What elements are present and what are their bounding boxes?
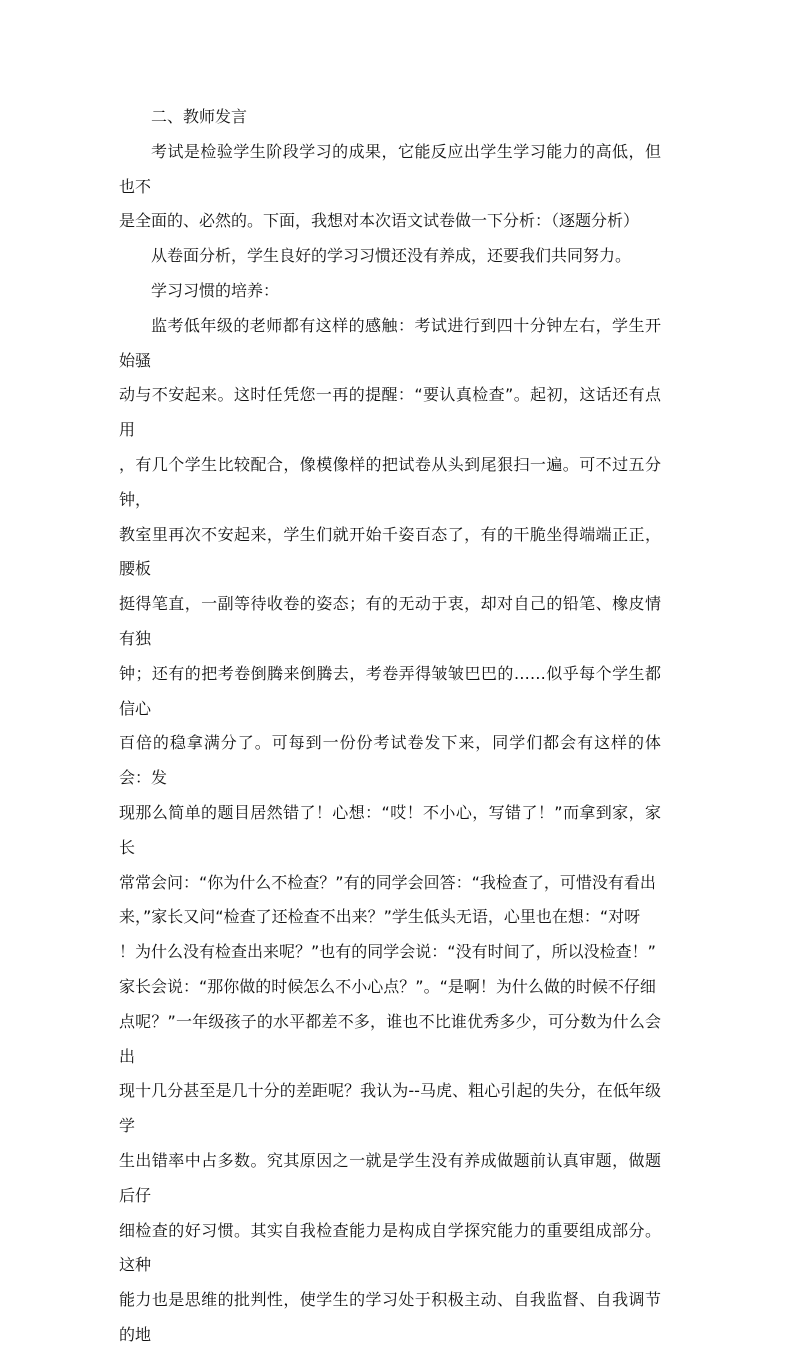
paragraph-line: 挺得笔直，一副等待收卷的姿态；有的无动于衷，却对自己的铅笔、橡皮情有独 bbox=[119, 594, 661, 648]
paragraph-line: 细检查的好习惯。其实自我检查能力是构成自学探究能力的重要组成部分。这种 bbox=[119, 1220, 661, 1275]
paragraph-line: 现那么简单的题目居然错了！心想：“哎！不小心，写错了！”而拿到家，家长 bbox=[119, 802, 661, 857]
paragraph-line: 生出错率中占多数。究其原因之一就是学生没有养成做题前认真审题，做题后仔 bbox=[119, 1150, 661, 1205]
paragraph-line: 点呢？”一年级孩子的水平都差不多，谁也不比谁优秀多少，可分数为什么会出 bbox=[119, 1011, 661, 1066]
paragraph-line: ！为什么没有检查出来呢？”也有的同学会说：“没有时间了，所以没检查！” bbox=[119, 942, 656, 962]
paragraph-line: 监考低年级的老师都有这样的感触：考试进行到四十分钟左右，学生开始骚 bbox=[119, 315, 661, 370]
paragraph-container bbox=[119, 135, 661, 1353]
paragraph-line: 钟；还有的把考卷倒腾来倒腾去，考卷弄得皱皱巴巴的……似乎每个学生都信心 bbox=[119, 663, 661, 718]
paragraph bbox=[119, 274, 661, 309]
paragraph bbox=[119, 135, 661, 239]
paragraph-line: 学习习惯的培养： bbox=[151, 280, 280, 300]
paragraph bbox=[119, 309, 661, 1353]
paragraph-line: 家长会说：“那你做的时候怎么不小心点？”。“是啊！为什么做的时候不仔细 bbox=[119, 976, 656, 996]
paragraph-line: ，有几个学生比较配合，像模像样的把试卷从头到尾狠扫一遍。可不过五分钟， bbox=[119, 454, 661, 509]
section-heading: 二、教师发言 bbox=[151, 107, 248, 126]
paragraph-line: 教室里再次不安起来，学生们就开始千姿百态了，有的干脆坐得端端正正，腰板 bbox=[119, 524, 661, 579]
paragraph-line: 百倍的稳拿满分了。可每到一份份考试卷发下来，同学们都会有这样的体会：发 bbox=[119, 733, 661, 788]
paragraph-line: 常常会问：“你为什么不检查？”有的同学会回答：“我检查了，可惜没有看出 bbox=[119, 872, 656, 892]
paragraph-line: 能力也是思维的批判性，使学生的学习处于积极主动、自我监督、自我调节的地 bbox=[119, 1290, 661, 1344]
paragraph-line: 来，”家长又问“检查了还检查不出来？”学生低头无语，心里也在想：“对呀 bbox=[119, 907, 641, 927]
document-body bbox=[119, 100, 661, 1353]
paragraph-line: 动与不安起来。这时任凭您一再的提醒：“要认真检查”。起初，这话还有点用 bbox=[119, 385, 661, 440]
paragraph-line: 考试是检验学生阶段学习的成果，它能反应出学生学习能力的高低，但也不 bbox=[119, 141, 661, 196]
paragraph-line: 现十几分甚至是几十分的差距呢？我认为--马虎、粗心引起的失分，在低年级学 bbox=[119, 1081, 661, 1136]
paragraph-line: 是全面的、必然的。下面，我想对本次语文试卷做一下分析：（逐题分析） bbox=[119, 211, 640, 231]
paragraph bbox=[119, 239, 661, 274]
paragraph-line: 从卷面分析，学生良好的学习习惯还没有养成，还要我们共同努力。 bbox=[151, 246, 632, 266]
